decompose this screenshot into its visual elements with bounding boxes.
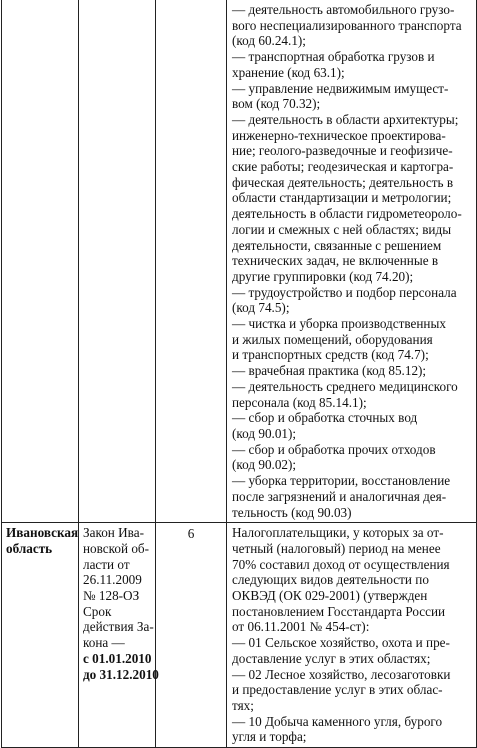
law-line: кона — [83, 635, 125, 651]
activity-list [227, 0, 476, 522]
text-line: (код 60.24.1); [232, 33, 306, 49]
text-line: деятельность в области гидрометеороло- [232, 206, 462, 222]
law-line: действия За- [83, 619, 154, 635]
text-line: от 06.11.2001 № 454-ст): [232, 619, 370, 635]
text-line: (код 74.5); [232, 300, 290, 316]
table-row-ivanovo [2, 523, 477, 748]
text-line: — сбор и обработка прочих отходов [232, 441, 436, 457]
tax-rate: 6 [187, 526, 195, 542]
text-line: постановлением Госстандарта России [232, 603, 446, 619]
text-line: — деятельность в области архитектуры; [232, 111, 459, 127]
text-line: — транспортная обработка грузов и [232, 49, 435, 65]
text-line: хранение (код 63.1); [232, 64, 345, 80]
text-line: — деятельность автомобильного грузо- [232, 2, 455, 17]
region-line: область [6, 540, 53, 556]
law-line: № 128-ОЗ [83, 588, 140, 604]
text-line: и жилых помещений, оборудования [232, 331, 433, 347]
text-line: Налогоплательщики, у которых за от- [232, 525, 444, 541]
text-line: 70% составил доход от осуществления [232, 556, 450, 572]
text-line: четный (налоговый) период на менее [232, 540, 441, 556]
law-reference [79, 523, 159, 684]
text-line: логии и смежных с ней областях; виды [232, 221, 452, 237]
region-name [2, 523, 78, 558]
text-line: вого неспециализированного транспорта [232, 17, 462, 33]
text-line: — 02 Лесное хозяйство, лесозаготовки [232, 666, 451, 682]
law-cell-empty [79, 0, 156, 523]
text-line: — уборка территории, восстановление [232, 473, 451, 489]
table-row-continued [2, 0, 477, 523]
text-line: — врачебная практика (код 85.12); [232, 363, 427, 379]
text-line: после загрязнений и аналогичная дея- [232, 488, 447, 504]
text-line: — 01 Сельское хозяйство, охота и пре- [232, 635, 450, 651]
text-line: (код 90.01); [232, 425, 297, 441]
text-line: следующих видов деятельности по [232, 572, 429, 588]
text-line: — управление недвижимым имущест- [232, 80, 449, 96]
region-line: Ивановская [6, 525, 79, 541]
rate-cell [156, 523, 227, 748]
text-line: вом (код 70.32); [232, 96, 321, 112]
text-line: персонала (код 85.14.1); [232, 394, 367, 410]
text-line: технических задач, не включенные в [232, 253, 439, 269]
text-line: — сбор и обработка сточных вод [232, 410, 418, 426]
text-line: — 10 Добыча каменного угля, бурого [232, 713, 443, 729]
text-line: угля и торфа; [232, 729, 307, 745]
text-line: — трудоустройство и подбор персонала [232, 284, 457, 300]
condition-cell [227, 523, 477, 748]
text-line: и предоставление услуг в этих облас- [232, 682, 443, 698]
text-line: фическая деятельность; деятельность в [232, 174, 454, 190]
text-line: и транспортных средств (код 74.7); [232, 347, 429, 363]
law-line: ласти от [83, 556, 130, 572]
law-line: Закон Ива- [83, 525, 144, 541]
region-cell [2, 523, 79, 748]
text-line: тях; [232, 697, 254, 713]
law-period-line: до 31.12.2010 [83, 666, 159, 682]
text-line: деятельности, связанные с решением [232, 237, 442, 253]
text-line: — чистка и уборка производственных [232, 316, 446, 332]
tax-rates-table [1, 0, 477, 748]
law-line: новской об- [83, 540, 150, 556]
text-line: — деятельность среднего медицинского [232, 378, 458, 394]
text-line: тельность (код 90.03) [232, 504, 352, 520]
text-line: (код 90.02); [232, 457, 297, 473]
region-cell-empty [2, 0, 79, 523]
law-line: Срок [83, 603, 112, 619]
text-line: ОКВЭД (ОК 029-2001) (утвержден [232, 588, 428, 604]
law-cell [79, 523, 159, 748]
text-line: другие группировки (код 74.20); [232, 268, 414, 284]
text-line: ские работы; геодезическая и картогра- [232, 159, 454, 175]
text-line: ние; геолого-разведочные и геофизиче- [232, 143, 453, 159]
law-period-line: с 01.01.2010 [83, 650, 152, 666]
text-line: доставление услуг в этих областях; [232, 650, 431, 666]
activity-list-cell [227, 0, 477, 523]
text-line: области стандартизации и метрологии; [232, 190, 452, 206]
rate-cell-empty [156, 0, 227, 523]
condition-text [227, 523, 476, 747]
text-line: инженерно-техническое проектирова- [232, 127, 446, 143]
law-line: 26.11.2009 [83, 572, 142, 588]
